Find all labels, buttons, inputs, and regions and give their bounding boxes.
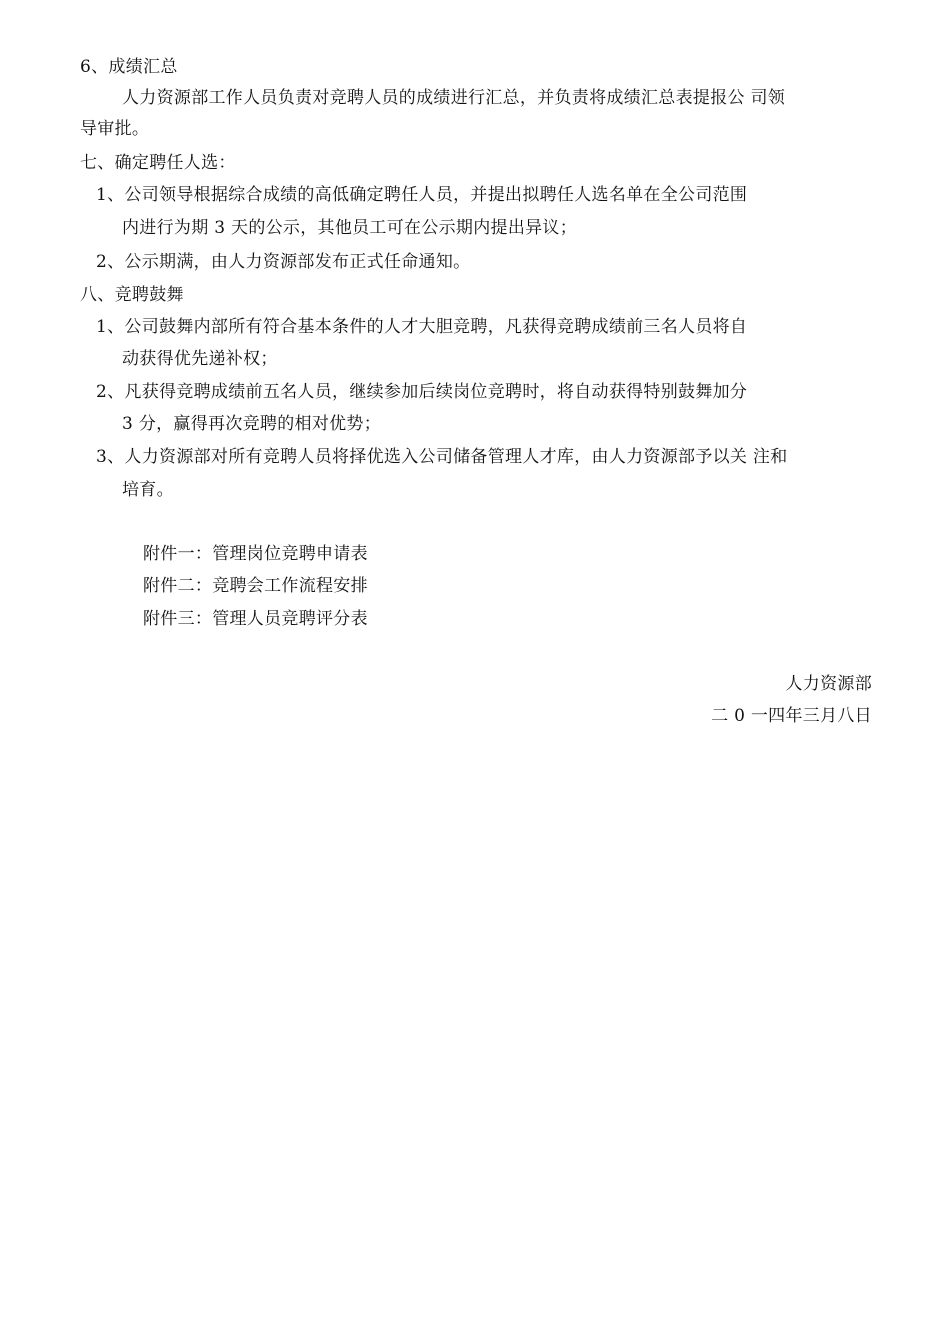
section-8-item-3-line-2: 培育。 — [122, 480, 174, 500]
attachment-2: 附件二：竞聘会工作流程安排 — [143, 576, 368, 596]
section-7-item-2-line-1: 2、公示期满，由人力资源部发布正式任命通知。 — [96, 252, 471, 272]
section-8-item-3-line-1: 3、人力资源部对所有竞聘人员将择优选入公司储备管理人才库，由人力资源部予以关 注和 — [96, 447, 788, 467]
section-7-item-1-line-1: 1、公司领导根据综合成绩的高低确定聘任人员，并提出拟聘任人选名单在全公司范围 — [96, 185, 748, 205]
attachment-3: 附件三：管理人员竞聘评分表 — [143, 609, 368, 629]
section-8-item-1-line-2: 动获得优先递补权； — [122, 349, 278, 369]
section-7-heading: 七、确定聘任人选： — [80, 153, 236, 173]
section-8-item-1-line-1: 1、公司鼓舞内部所有符合基本条件的人才大胆竞聘，凡获得竞聘成绩前三名人员将自 — [96, 317, 748, 337]
attachment-1: 附件一：管理岗位竞聘申请表 — [143, 544, 368, 564]
section-7-item-1-line-2: 内进行为期 3 天的公示，其他员工可在公示期内提出异议； — [122, 218, 578, 238]
section-8-heading: 八、竞聘鼓舞 — [80, 285, 184, 305]
signature-date: 二 0 一四年三月八日 — [711, 706, 872, 726]
section-8-item-2-line-1: 2、凡获得竞聘成绩前五名人员，继续参加后续岗位竞聘时，将自动获得特别鼓舞加分 — [96, 382, 748, 402]
section-6-paragraph-line-2: 导审批。 — [80, 119, 150, 139]
section-8-item-2-line-2: 3 分，赢得再次竞聘的相对优势； — [122, 414, 382, 434]
section-6-heading: 6、成绩汇总 — [80, 57, 178, 77]
section-6-paragraph-line-1: 人力资源部工作人员负责对竞聘人员的成绩进行汇总，并负责将成绩汇总表提报公 司领 — [122, 88, 786, 108]
signature-department: 人力资源部 — [785, 674, 872, 694]
